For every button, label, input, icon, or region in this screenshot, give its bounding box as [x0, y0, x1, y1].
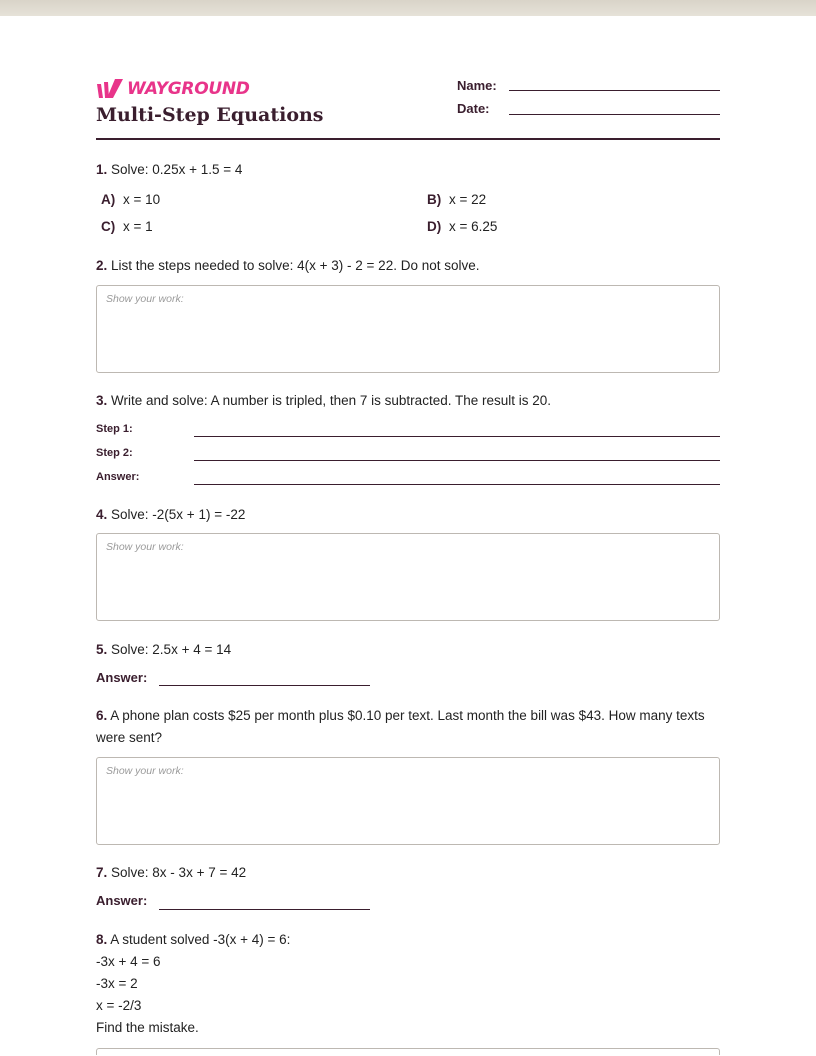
option-c[interactable]	[101, 219, 153, 234]
name-field[interactable]	[509, 90, 720, 91]
question-6	[96, 705, 720, 749]
top-bar	[0, 0, 816, 16]
question-8	[96, 929, 720, 951]
answer-label: Answer:	[96, 893, 148, 908]
question-3	[96, 390, 720, 412]
question-4	[96, 504, 720, 526]
question-text: A student solved -3(x + 4) = 6:	[110, 932, 291, 947]
option-a[interactable]	[101, 192, 160, 207]
work-box-4[interactable]	[96, 533, 720, 621]
question-number: 5.	[96, 642, 108, 657]
question-number: 3.	[96, 393, 108, 408]
work-placeholder: Show your work:	[106, 541, 184, 553]
answer-label: Answer:	[96, 670, 148, 685]
name-label: Name:	[457, 78, 497, 93]
question-text: Write and solve: A number is tripled, then 7 is subtracted. The result is 20.	[111, 393, 552, 408]
question-text: Solve: 0.25x + 1.5 = 4	[111, 162, 243, 177]
option-text: x = 6.25	[449, 219, 498, 234]
question-text: A phone plan costs $25 per month plus $0.10 per text. Last month the bill was $43. How many texts were sent?	[96, 708, 705, 745]
question-number: 7.	[96, 865, 108, 880]
question-number: 6.	[96, 708, 108, 723]
question-2	[96, 255, 720, 277]
step-2-label: Step 2:	[96, 447, 133, 459]
work-box-6[interactable]	[96, 757, 720, 845]
page-title: Multi-Step Equations	[96, 104, 324, 126]
option-letter: A)	[101, 192, 116, 207]
answer-field[interactable]	[159, 685, 370, 686]
work-box-2[interactable]	[96, 285, 720, 373]
header-divider	[96, 138, 720, 140]
question-text: List the steps needed to solve: 4(x + 3) - 2 = 22. Do not solve.	[111, 258, 480, 273]
step-1-field[interactable]	[194, 436, 720, 437]
brand-name: WAYGROUND	[127, 79, 250, 99]
option-b[interactable]	[427, 192, 486, 207]
option-d[interactable]	[427, 219, 497, 234]
option-letter: B)	[427, 192, 442, 207]
option-letter: C)	[101, 219, 116, 234]
question-number: 1.	[96, 162, 108, 177]
question-number: 8.	[96, 932, 108, 947]
work-line: -3x = 2	[96, 976, 138, 991]
option-text: x = 10	[123, 192, 161, 207]
question-text: Solve: 2.5x + 4 = 14	[111, 642, 232, 657]
brand-logo	[96, 78, 250, 100]
option-text: x = 1	[123, 219, 153, 234]
question-text: Solve: -2(5x + 1) = -22	[111, 507, 246, 522]
answer-field[interactable]	[159, 909, 370, 910]
work-placeholder: Show your work:	[106, 765, 184, 777]
question-5	[96, 639, 720, 661]
work-box-8[interactable]	[96, 1048, 720, 1055]
step-2-field[interactable]	[194, 460, 720, 461]
option-letter: D)	[427, 219, 442, 234]
step-1-label: Step 1:	[96, 423, 133, 435]
work-placeholder: Show your work:	[106, 293, 184, 305]
work-line: -3x + 4 = 6	[96, 954, 161, 969]
option-text: x = 22	[449, 192, 487, 207]
wayground-logo-icon	[96, 79, 124, 99]
answer-label: Answer:	[96, 471, 140, 483]
question-prompt: Find the mistake.	[96, 1020, 199, 1035]
question-number: 4.	[96, 507, 108, 522]
date-field[interactable]	[509, 114, 720, 115]
work-line: x = -2/3	[96, 998, 142, 1013]
question-7	[96, 862, 720, 884]
question-1	[96, 159, 720, 181]
question-text: Solve: 8x - 3x + 7 = 42	[111, 865, 247, 880]
answer-field[interactable]	[194, 484, 720, 485]
date-label: Date:	[457, 101, 490, 116]
question-number: 2.	[96, 258, 108, 273]
